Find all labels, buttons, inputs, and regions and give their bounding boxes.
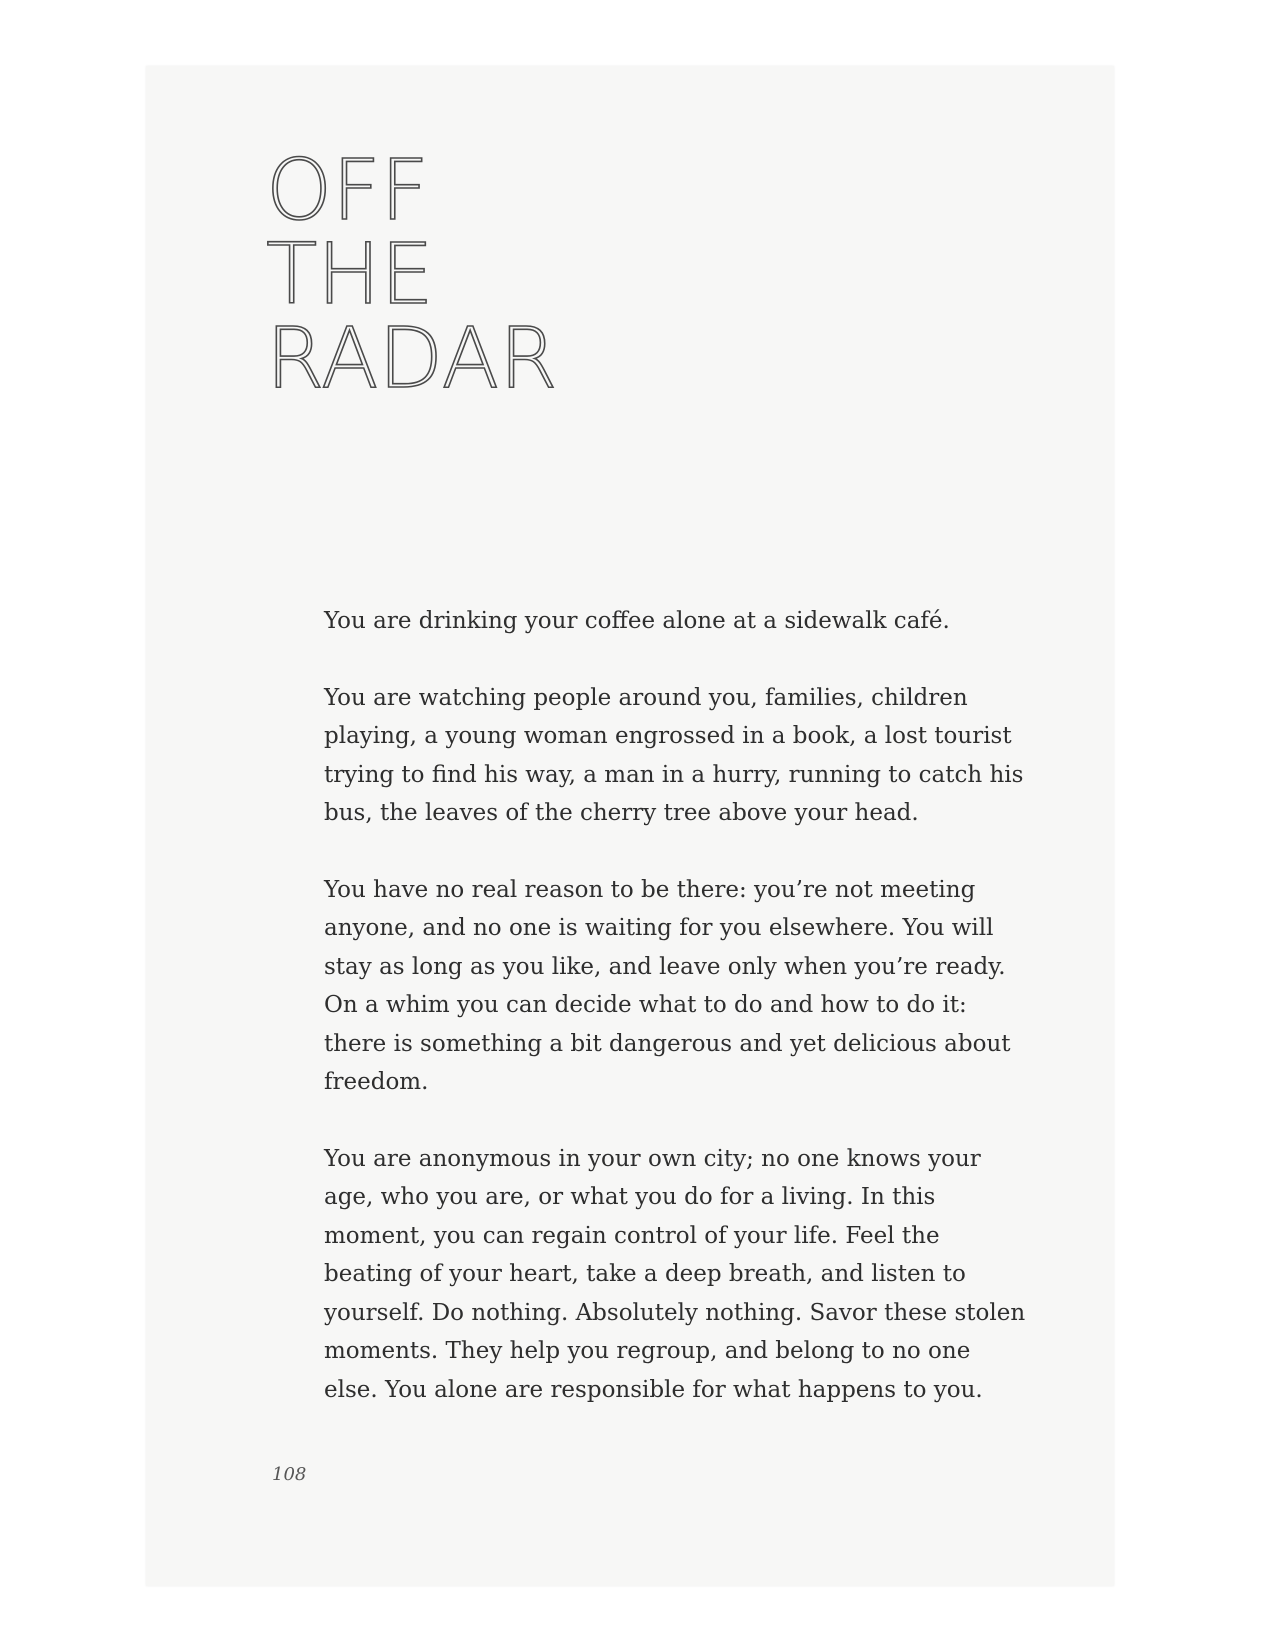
chapter-title-line: OFF xyxy=(266,141,429,239)
paragraph: You have no real reason to be there: you’re not meeting anyone, and no one is waiting for you elsewhere. You will stay as long as you like, and leave only when you’re ready. On a whim you can decide what to do and how to do it: there is something a bit dangerous and yet delicious about freedom. xyxy=(324,876,1011,1095)
paragraph: You are drinking your coffee alone at a sidewalk café. xyxy=(324,608,950,634)
book-page xyxy=(146,66,1114,1586)
chapter-title-line: THE xyxy=(266,225,434,323)
chapter-title-line: RADAR xyxy=(266,309,558,407)
body-text xyxy=(324,602,1030,1447)
page-number: 108 xyxy=(272,1464,307,1485)
chapter-title xyxy=(266,141,558,407)
paragraph: You are anonymous in your own city; no one knows your age, who you are, or what you do for a living. In this moment, you can regain control of your life. Feel the beating of your heart, take a deep breath, and listen to yourself. Do nothing. Absolutely nothing. Savor these stolen moments. They help you regroup, and belong to no one else. You alone are responsible for what happens to you. xyxy=(324,1145,1026,1403)
paragraph: You are watching people around you, families, children playing, a young woman engrossed in a book, a lost tourist trying to find his way, a man in a hurry, running to catch his bus, the leaves of the cherry tree above your head. xyxy=(324,684,1024,826)
